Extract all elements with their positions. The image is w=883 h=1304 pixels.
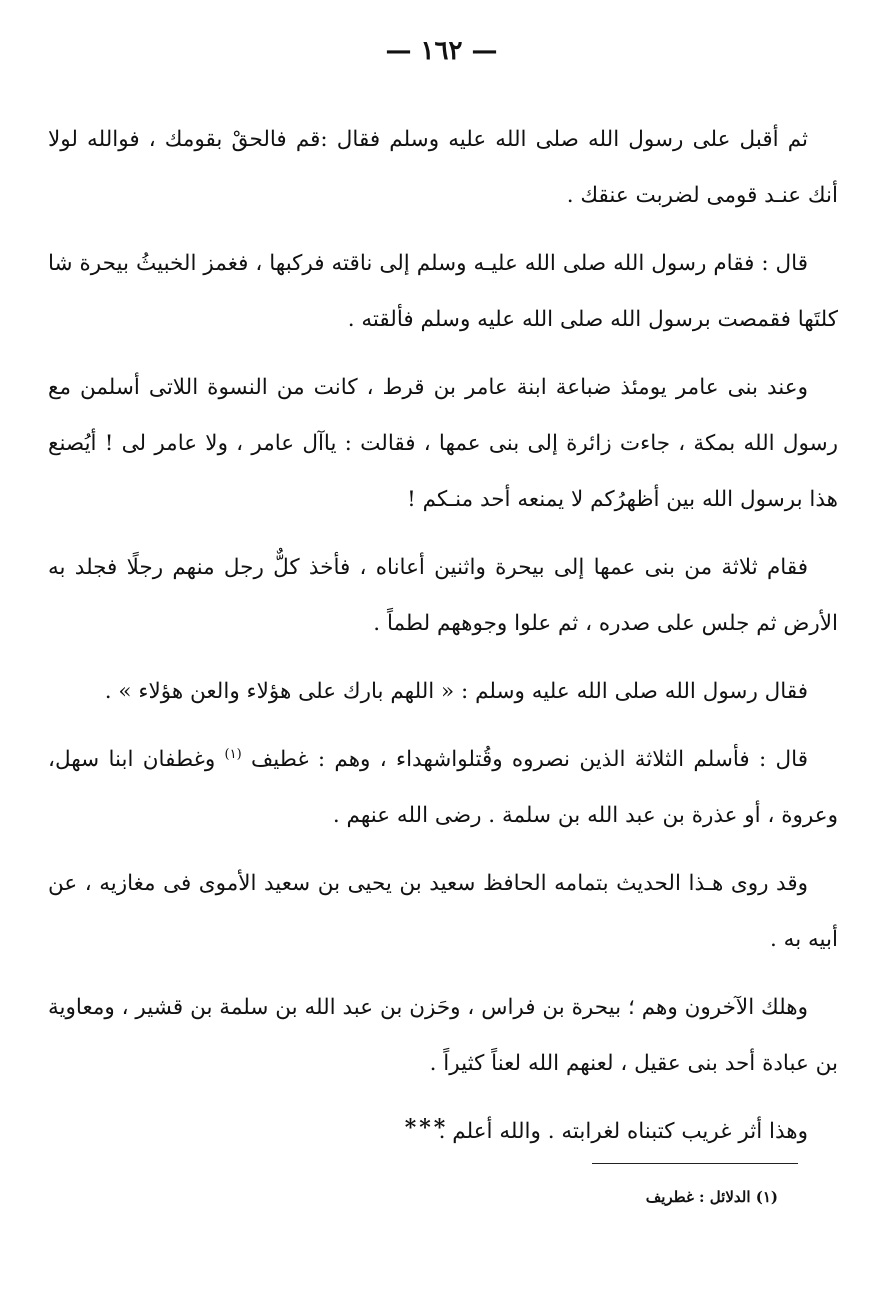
paragraph-6-start: قال : فأسلم الثلاثة الذين نصروه وقُتلواشهداء ، وهم : غطيف: [250, 747, 808, 772]
paragraph-9: وهذا أثر غريب كتبناه لغرابته . والله أعلم .: [438, 1119, 808, 1144]
footnote-reference: (١): [224, 746, 242, 762]
paragraph-4: فقام ثلاثة من بنى عمها إلى بيحرة واثنين أعاناه ، فأخذ كلٌّ رجل منهم رجلًا فجلد به الأرض ثم جلس على صدره ، ثم علوا وجوههم لطماً .: [48, 555, 838, 636]
paragraph-6-end: وغطفان ابنا سهل، وعروة ، أو عذرة بن عبد الله بن سلمة . رضى الله عنهم .: [48, 747, 838, 828]
paragraph-5: فقال رسول الله صلى الله عليه وسلم : « اللهم بارك على هؤلاء والعن هؤلاء » .: [104, 679, 808, 704]
paragraph-8: وهلك الآخرون وهم ؛ بيحرة بن فراس ، وحَزن بن عبد الله بن سلمة بن قشير ، ومعاوية بن عبادة أحد بنى عقيل ، لعنهم الله لعناً كثيراً .: [48, 995, 838, 1076]
section-separator: ***: [404, 1115, 449, 1141]
main-text: [48, 112, 838, 1172]
paragraph-7: وقد روى هـذا الحديث بتمامه الحافظ سعيد بن يحيى بن سعيد الأموى فى مغازيه ، عن أبيه به .: [48, 871, 838, 952]
page-number: — ١٦٢ —: [385, 36, 498, 66]
paragraph-6: [48, 732, 838, 844]
paragraph-1: ثم أقبل على رسول الله صلى الله عليه وسلم فقال :قم فالحقْ بقومك ، فوالله لولا أنك عنـد قومى لضربت عنقك .: [48, 127, 838, 208]
footnote-divider: [592, 1163, 798, 1164]
paragraph-3: وعند بنى عامر يومئذ ضباعة ابنة عامر بن قرط ، كانت من النسوة اللاتى أسلمن مع رسول الله بمكة ، جاءت زائرة إلى بنى عمها ، فقالت : ياآل عامر ، ولا عامر لى ! أيُصنع هذا برسول الله بين أظهرُكم لا يمنعه أحد منـكم !: [48, 375, 838, 512]
paragraph-2: قال : فقام رسول الله صلى الله عليـه وسلم إلى ناقته فركبها ، فغمز الخبيثُ بيحرة شا كلتَها فقمصت برسول الله صلى الله عليه وسلم فألقته .: [48, 251, 838, 332]
footnote: (١) الدلائل : غطريف: [645, 1188, 778, 1206]
